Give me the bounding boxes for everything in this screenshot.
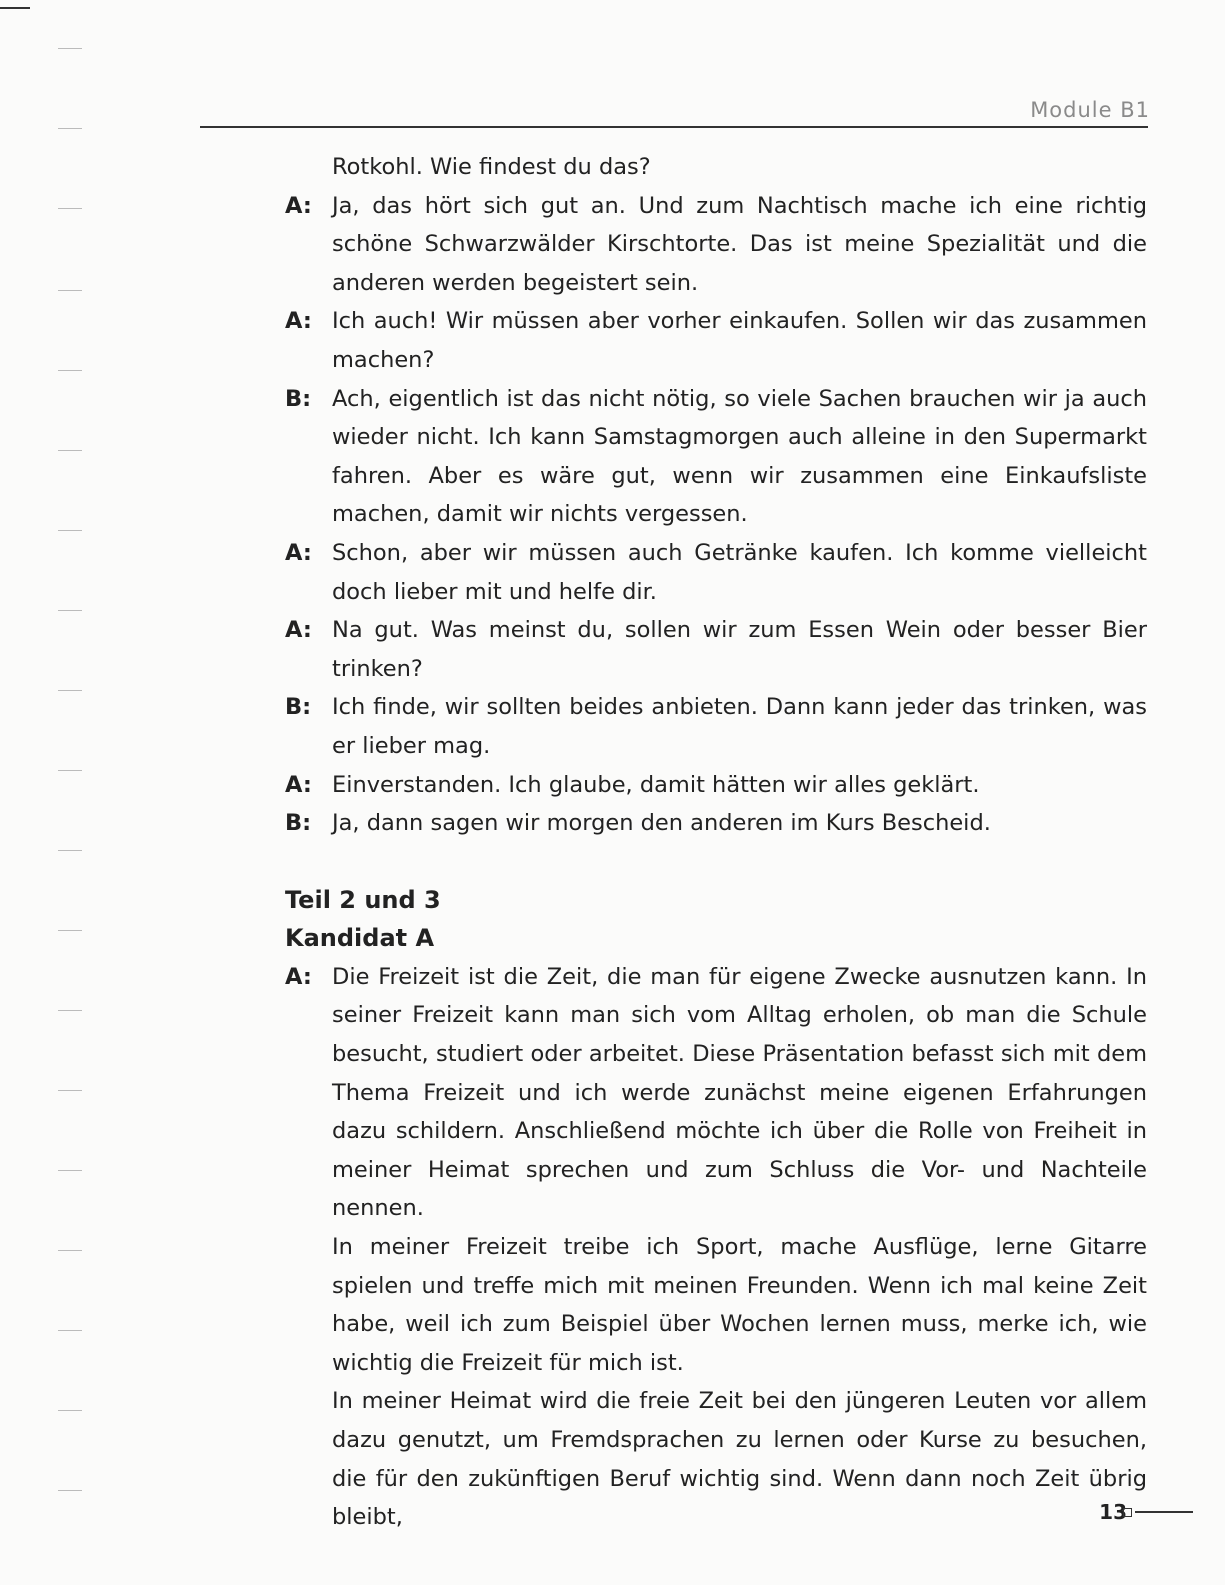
dialogue-line [285, 611, 1147, 688]
module-header: Module B1 [1030, 98, 1150, 122]
page-number: 13 [1099, 1500, 1127, 1524]
section-subtitle: Kandidat A [285, 924, 435, 953]
paragraph-text: In meiner Heimat wird die freie Zeit bei den jüngeren Leuten vor allem dazu genutzt, um Fremdsprachen zu lernen oder Kurse zu besuchen, die für den zukünftigen Beruf wichtig sind. Wenn dann noch Zeit übrig bleibt, [332, 1388, 1147, 1531]
page-content [285, 148, 1147, 1537]
speaker-label: A: [285, 771, 312, 798]
speaker-label: A: [285, 308, 312, 335]
dialogue-line [285, 380, 1147, 534]
section-title: Teil 2 und 3 [285, 885, 441, 914]
presentation-paragraph [285, 1228, 1147, 1382]
dialogue-line [285, 187, 1147, 303]
dialogue-text: Ja, das hört sich gut an. Und zum Nachtisch mache ich eine richtig schöne Schwarzwälder Kirschtorte. Das ist meine Spezialität und die anderen werden begeistert sein. [332, 192, 1147, 296]
dialogue-text: Ja, dann sagen wir morgen den anderen im Kurs Bescheid. [332, 810, 991, 837]
dialogue-text: Rotkohl. Wie findest du das? [332, 154, 651, 180]
speaker-label: A: [285, 617, 312, 644]
dialogue-text: Einverstanden. Ich glaube, damit hätten wir alles geklärt. [332, 771, 980, 798]
dialogue-line [285, 804, 1147, 843]
presentation-paragraph [285, 1382, 1147, 1536]
speaker-label: B: [285, 385, 312, 412]
dialogue-line [285, 688, 1147, 765]
binder-margin [58, 0, 88, 1585]
dialogue-text: Ich finde, wir sollten beides anbieten. Dann kann jeder das trinken, was er lieber mag. [332, 694, 1147, 759]
dialogue-line [285, 302, 1147, 379]
paragraph-text: In meiner Freizeit treibe ich Sport, mache Ausflüge, lerne Gitarre spielen und treffe mich mit meinen Freunden. Wenn ich mal keine Zeit habe, weil ich zum Beispiel über Wochen lernen muss, merke ich, wie wichtig die Freizeit für mich ist. [332, 1234, 1147, 1376]
speaker-label: B: [285, 810, 312, 837]
speaker-label: A: [285, 539, 312, 566]
dialogue-line [285, 148, 1147, 187]
dialogue-line [285, 534, 1147, 611]
speaker-label: A: [285, 192, 312, 219]
dialogue-text: Na gut. Was meinst du, sollen wir zum Essen Wein oder besser Bier trinken? [332, 617, 1147, 682]
dialogue-text: Schon, aber wir müssen auch Getränke kaufen. Ich komme vielleicht doch lieber mit und helfe dir. [332, 539, 1147, 605]
presentation-paragraph [285, 958, 1147, 1228]
top-edge-rule [0, 7, 30, 9]
paragraph-text: Die Freizeit ist die Zeit, die man für eigene Zwecke ausnutzen kann. In seiner Freizeit kann man sich vom Alltag erholen, ob man die Schule besucht, studiert oder arbeitet. Diese Präsentation befasst sich mit dem Thema Freizeit und ich werde zunächst meine eigenen Erfahrungen dazu schildern. Anschließend möchte ich über die Rolle von Freiheit in meiner Heimat sprechen und zum Schluss die Vor- und Nachteile nennen. [332, 963, 1147, 1222]
dialogue-line [285, 766, 1147, 805]
header-rule [200, 126, 1148, 128]
page-marker-icon [1123, 1508, 1193, 1516]
speaker-label: A: [285, 963, 312, 990]
dialogue-text: Ach, eigentlich ist das nicht nötig, so viele Sachen brauchen wir ja auch wieder nicht. Ich kann Samstagmorgen auch alleine in den Supermarkt fahren. Aber es wäre gut, wenn wir zusammen eine Einkaufsliste machen, damit wir nichts vergessen. [332, 385, 1147, 528]
speaker-label: B: [285, 694, 312, 721]
dialogue-text: Ich auch! Wir müssen aber vorher einkaufen. Sollen wir das zusammen machen? [332, 308, 1147, 373]
